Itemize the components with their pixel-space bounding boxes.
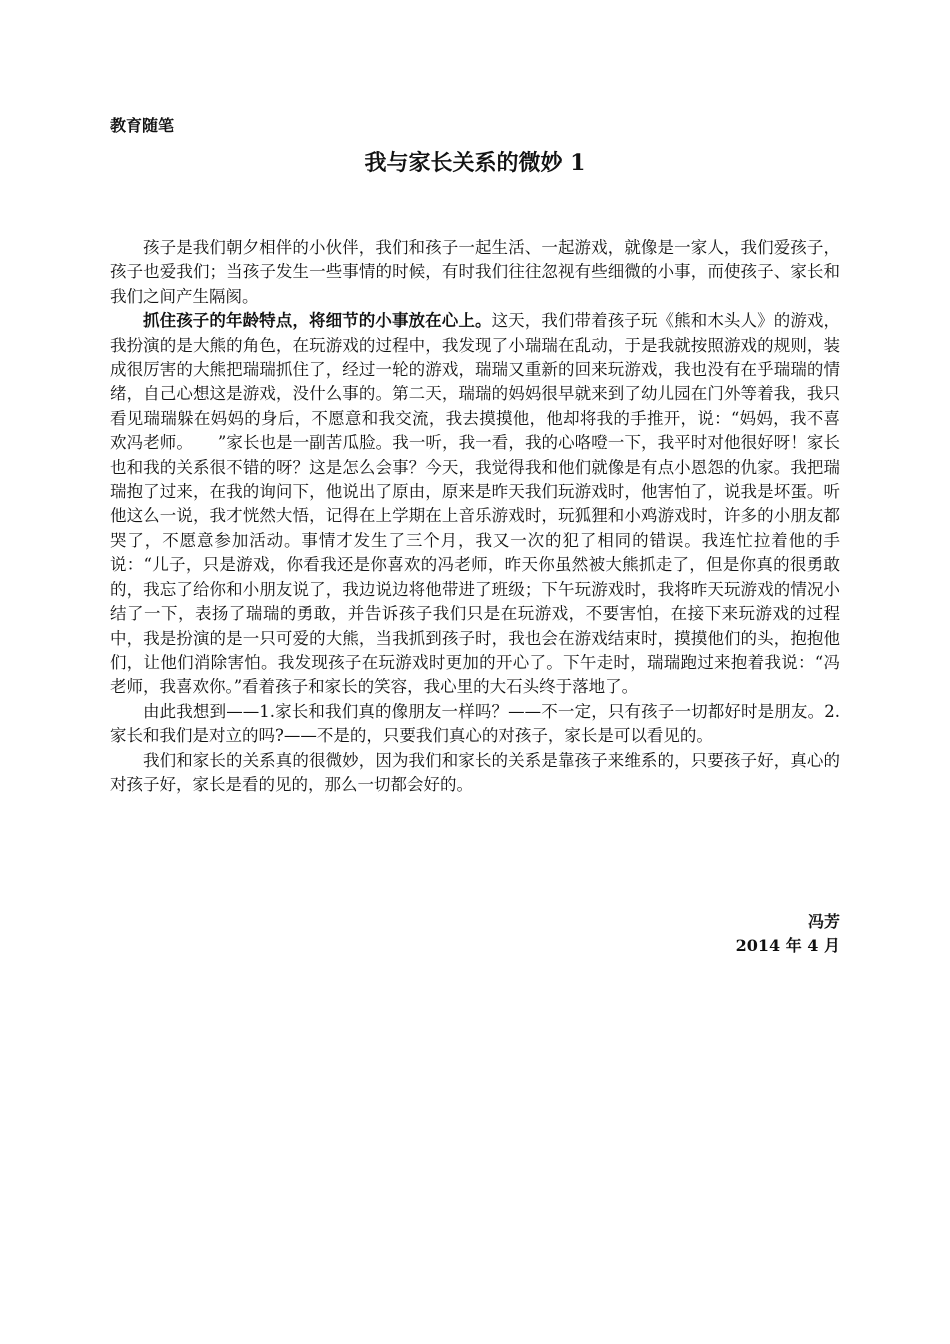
paragraph-3: 由此我想到——1.家长和我们真的像朋友一样吗？——不一定，只有孩子一切都好时是朋友。2.家长和我们是对立的吗?——不是的，只要我们真心的对孩子，家长是可以看见的。 [110, 701, 840, 746]
category-label: 教育随笔 [110, 116, 175, 135]
page-title: 我与家长关系的微妙 1 [364, 150, 586, 176]
paragraph-4: 我们和家长的关系真的很微妙，因为我们和家长的关系是靠孩子来维系的，只要孩子好，真心的对孩子好，家长是看的见的，那么一切都会好的。 [110, 750, 840, 794]
signature-date: 2014 年 4 月 [735, 936, 840, 955]
article-body [110, 236, 840, 797]
signature-block [736, 910, 840, 958]
paragraph-2 [110, 309, 840, 700]
paragraph-2-lead: 抓住孩子的年龄特点，将细节的小事放在心上。 [143, 311, 492, 331]
author-name: 冯芳 [807, 912, 840, 931]
paragraph-2-text: 这天，我们带着孩子玩《熊和木头人》的游戏，我扮演的是大熊的角色，在玩游戏的过程中，我发现了小瑞瑞在乱动，于是我就按照游戏的规则，装成很厉害的大熊把瑞瑞抓住了，经过一轮的游戏，瑞瑞又重新的回来玩游戏，我也没有在乎瑞瑞的情绪，自己心想这是游戏，没什么事的。第二天，瑞瑞的妈妈很早就来到了幼儿园在门外等着我，我只看见瑞瑞躲在妈妈的身后，不愿意和我交流，我去摸摸他，他却将我的手推开，说：“妈妈，我不喜欢冯老师。 ”家长也是一副苦瓜脸。我一听，我一看，我的心咯噔一下，我平时对他很好呀！家长也和我的关系很不错的呀？这是怎么会事？今天，我觉得我和他们就像是有点小恩怨的仇家。我把瑞瑞抱了过来，在我的询问下，他说出了原由，原来是昨天我们玩游戏时，他害怕了，说我是坏蛋。听他这么一说，我才恍然大悟，记得在上学期在上音乐游戏时，玩狐狸和小鸡游戏时，许多的小朋友都哭了，不愿意参加活动。事情才发生了三个月，我又一次的犯了相同的错误。我连忙拉着他的手说：“儿子，只是游戏，你看我还是你喜欢的冯老师，昨天你虽然被大熊抓走了，但是你真的很勇敢的，我忘了给你和小朋友说了，我边说边将他带进了班级；下午玩游戏时，我将昨天玩游戏的情况小结了一下，表扬了瑞瑞的勇敢，并告诉孩子我们只是在玩游戏，不要害怕，在接下来玩游戏的过程中，我是扮演的是一只可爱的大熊，当我抓到孩子时，我也会在游戏结束时，摸摸他们的头，抱抱他们，让他们消除害怕。我发现孩子在玩游戏时更加的开心了。下午走时，瑞瑞跑过来抱着我说：“冯老师，我喜欢你。”看着孩子和家长的笑容，我心里的大石头终于落地了。 [110, 311, 841, 697]
paragraph-1: 孩子是我们朝夕相伴的小伙伴，我们和孩子一起生活、一起游戏，就像是一家人，我们爱孩子，孩子也爱我们；当孩子发生一些事情的时候，有时我们往往忽视有些细微的小事，而使孩子、家长和我们之间产生隔阂。 [110, 238, 840, 306]
